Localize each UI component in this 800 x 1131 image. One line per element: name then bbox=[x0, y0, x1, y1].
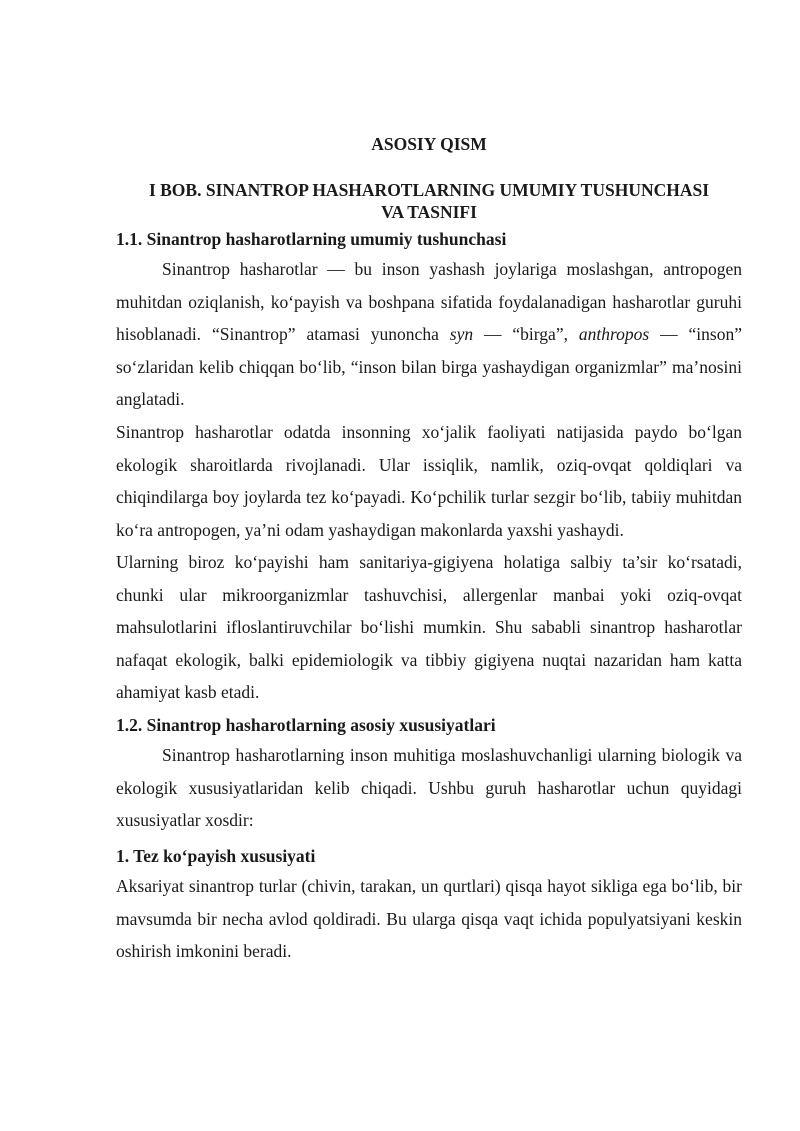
paragraph-text: — “inson” so‘zlaridan kelib chiqqan bo‘lib, “inson bilan birga yashaydigan organizmlar” ma’nosini anglatadi. bbox=[116, 324, 742, 409]
section-1-1-paragraph-2: Sinantrop hasharotlar odatda insonning xo‘jalik faoliyati natijasida paydo bo‘lgan ekologik sharoitlarda rivojlanadi. Ular issiqlik, namlik, oziq-ovqat qoldiqlari va chiqindilarga boy joylarda tez ko‘payadi. Ko‘pchilik turlar sezgir bo‘lib, tabiiy muhitdan ko‘ra antropogen, ya’ni odam yashaydigan makonlarda yaxshi yashaydi. bbox=[116, 422, 742, 540]
paragraph-text: — “birga”, bbox=[473, 324, 579, 344]
paragraph-text: Sinantrop hasharotlar — bu inson yashash joylariga moslashgan, antropogen muhitdan oziqlanish, ko‘payish va boshpana sifatida foydalanadigan hasharotlar guruhi hisoblanadi. “Sinantrop” atamasi yunoncha bbox=[116, 259, 742, 344]
chapter-heading-line1: I BOB. SINANTROP HASHAROTLARNING UMUMIY TUSHUNCHASI bbox=[148, 180, 710, 200]
term-syn: syn bbox=[449, 324, 474, 344]
section-1-2-title: 1.2. Sinantrop hasharotlarning asosiy xususiyatlari bbox=[116, 715, 496, 735]
term-anthropos: anthropos bbox=[578, 324, 650, 344]
section-1-1-paragraph-1 bbox=[116, 253, 742, 416]
subsection-1-paragraph-1: Aksariyat sinantrop turlar (chivin, tarakan, un qurtlari) qisqa hayot sikliga ega bo‘lib, bir mavsumda bir necha avlod qoldiradi. Bu ularga qisqa vaqt ichida populyatsiyani keskin oshirish imkonini beradi. bbox=[116, 876, 742, 961]
chapter-heading bbox=[116, 179, 742, 223]
section-1-1-title: 1.1. Sinantrop hasharotlarning umumiy tushunchasi bbox=[116, 229, 507, 249]
chapter-heading-line2: VA TASNIFI bbox=[381, 202, 477, 222]
section-1-1-paragraph-3: Ularning biroz ko‘payishi ham sanitariya-gigiyena holatiga salbiy ta’sir ko‘rsatadi, chunki ular mikroorganizmlar tashuvchisi, allergenlar manbai yoki oziq-ovqat mahsulotlarini ifloslantiruvchilar bo‘lishi mumkin. Shu sababli sinantrop hasharotlar nafaqat ekologik, balki epidemiologik va tibbiy gigiyena nuqtai nazaridan ham katta ahamiyat kasb etadi. bbox=[116, 552, 742, 702]
section-1-2-paragraph-1: Sinantrop hasharotlarning inson muhitiga moslashuvchanligi ularning biologik va ekologik xususiyatlaridan kelib chiqadi. Ushbu guruh hasharotlar uchun quyidagi xususiyatlar xosdir: bbox=[116, 745, 742, 830]
subsection-1-title: 1. Tez ko‘payish xususiyati bbox=[116, 846, 316, 866]
main-heading: ASOSIY QISM bbox=[371, 134, 487, 154]
